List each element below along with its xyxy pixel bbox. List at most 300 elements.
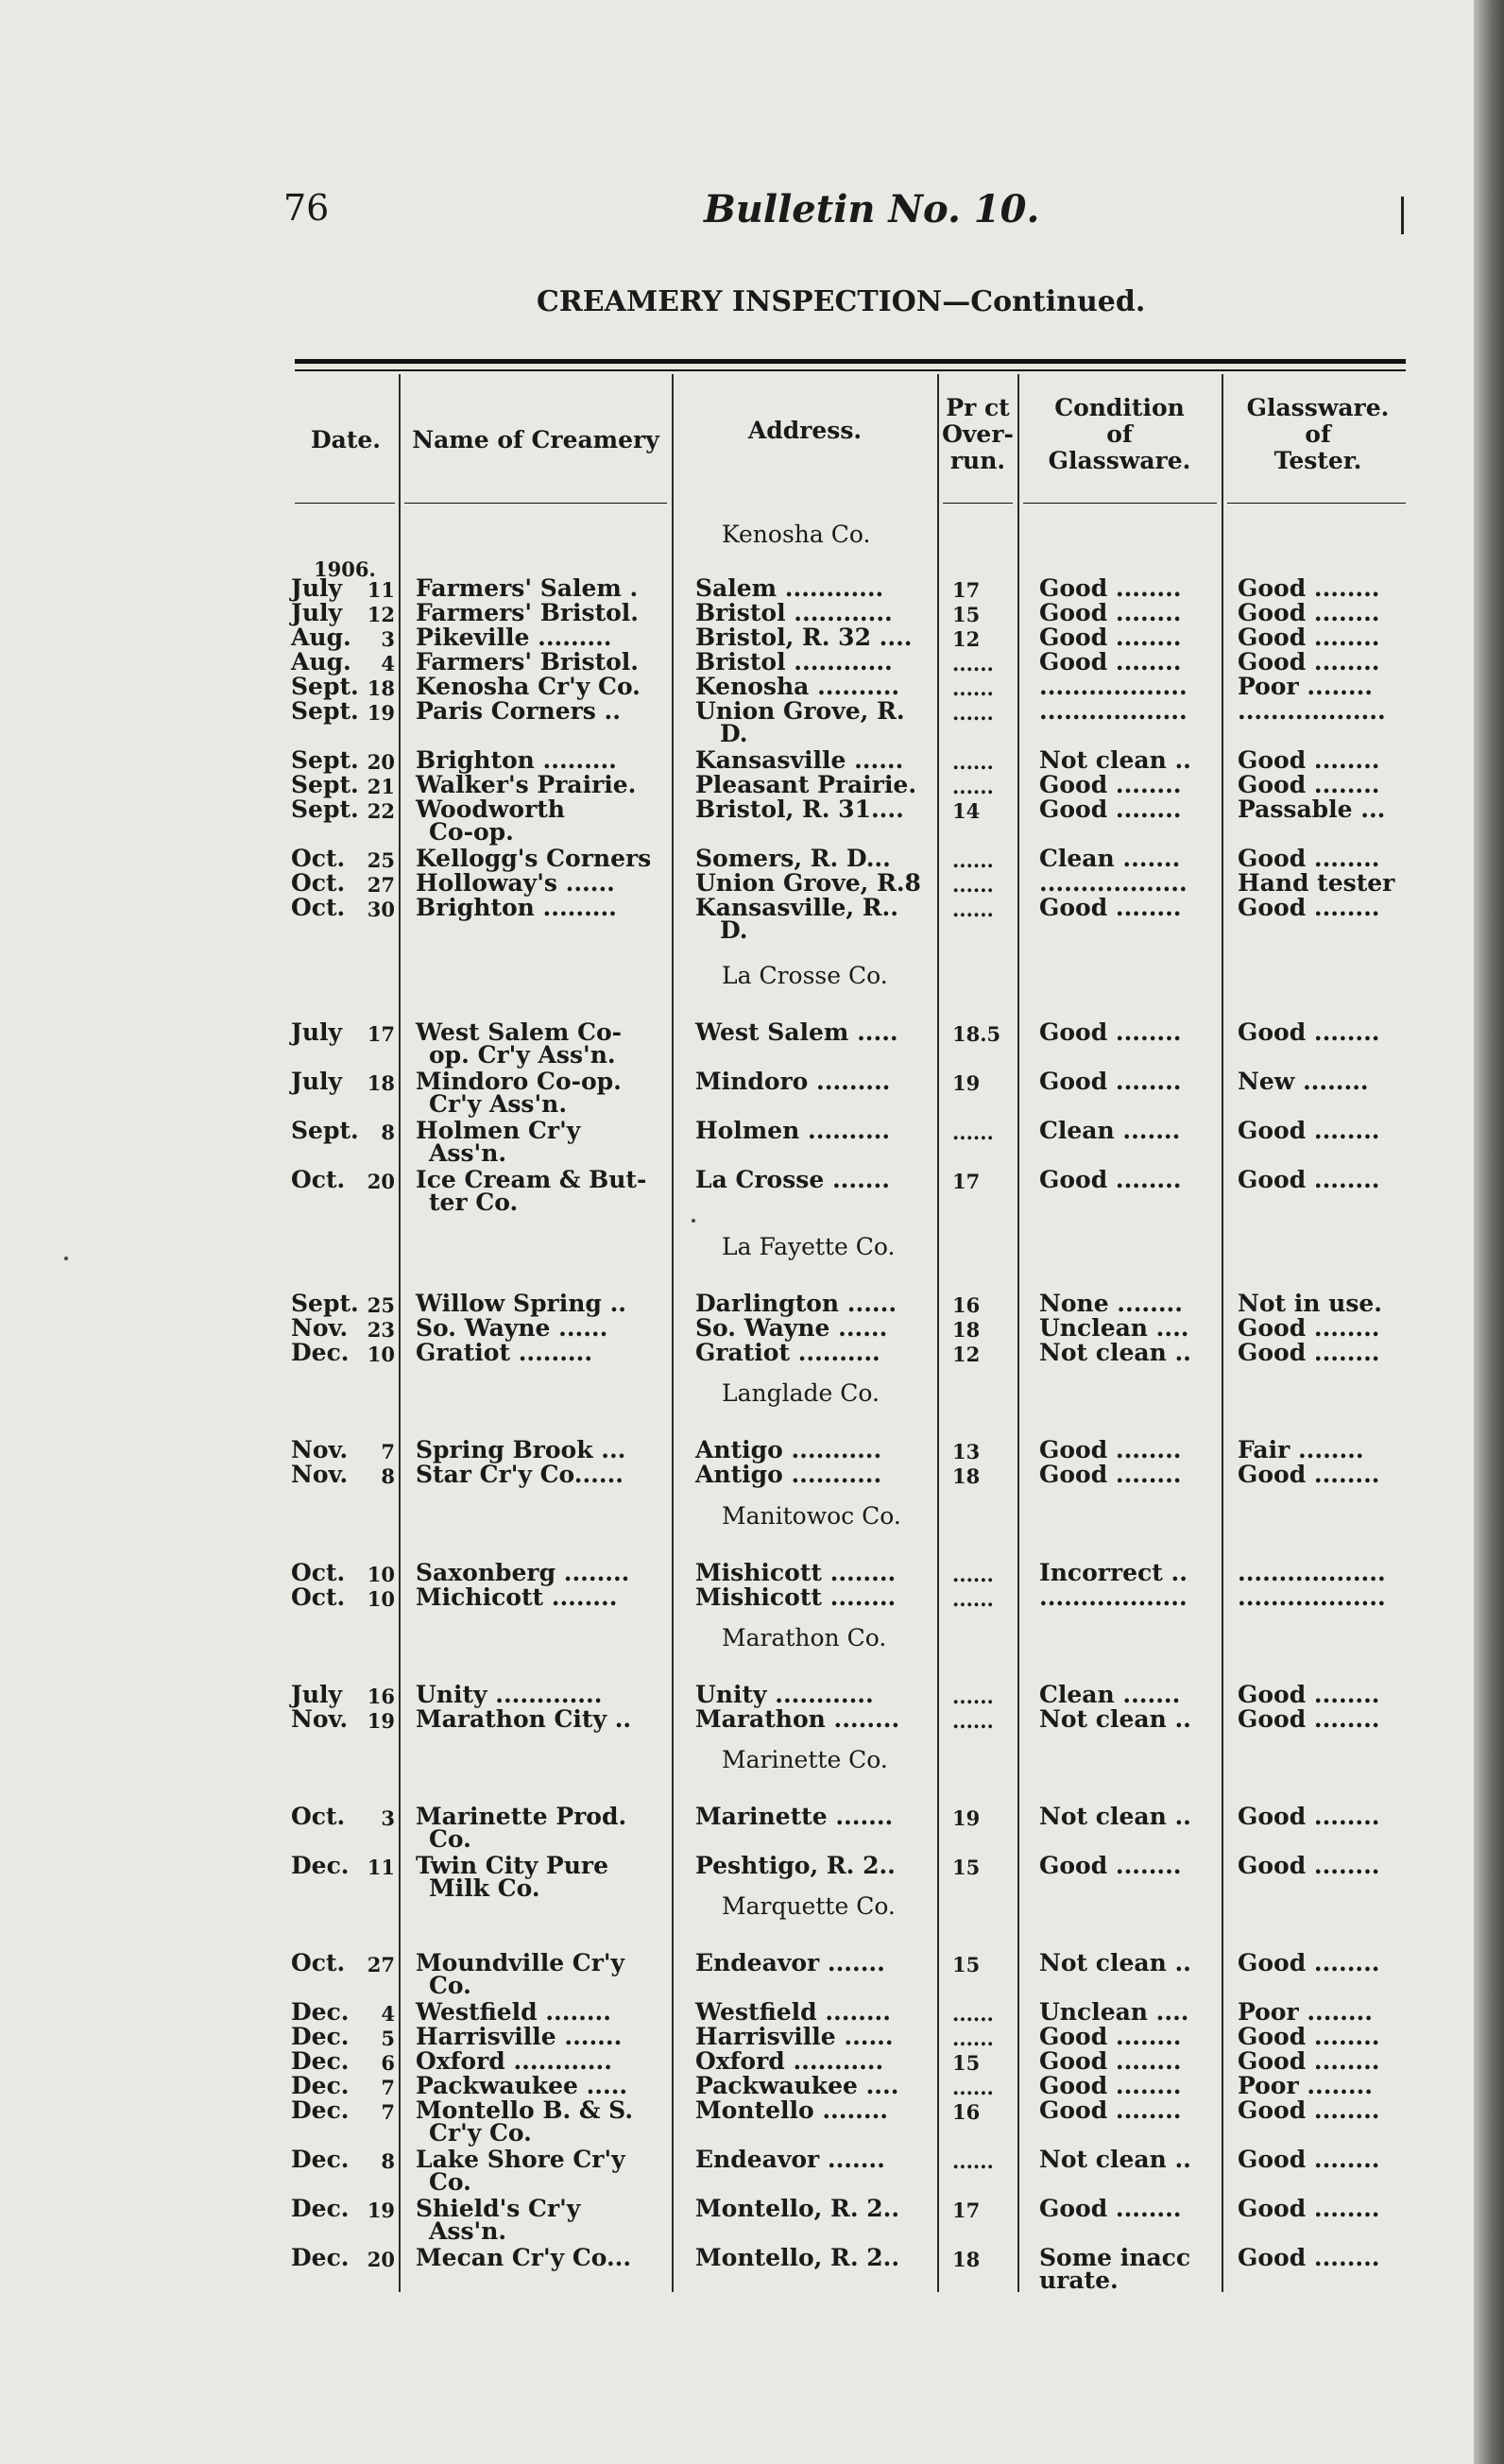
overrun-value: ...... (952, 676, 994, 700)
overrun-value: ...... (952, 873, 994, 897)
date-month: Dec. (291, 2096, 350, 2124)
county-heading: Marinette Co. (722, 1746, 888, 1773)
glassware-condition: Good ........ (1039, 1018, 1182, 1046)
address: Kenosha .......... (695, 673, 900, 700)
address: West Salem ..... (695, 1018, 898, 1046)
address: Salem ............ (695, 574, 884, 602)
creamery-name: Packwaukee ..... (416, 2072, 628, 2099)
creamery-name: Harrisville ....... (416, 2023, 623, 2050)
tester-condition: Good ........ (1238, 1949, 1380, 1976)
tester-condition: Good ........ (1238, 1705, 1380, 1733)
date-day: 17 (367, 1022, 395, 1046)
overrun-value: 15 (952, 1856, 981, 1879)
tester-condition: Poor ........ (1238, 673, 1373, 700)
county-heading: Kenosha Co. (722, 521, 871, 548)
header-address: Address. (747, 417, 863, 444)
date-month: Aug. (291, 624, 351, 651)
glassware-condition: Good ........ (1039, 2072, 1182, 2099)
tester-condition: Good ........ (1238, 1166, 1380, 1193)
overrun-value: ...... (952, 898, 994, 921)
tester-condition: Good ........ (1238, 1681, 1380, 1708)
creamery-name: Co. (429, 1825, 471, 1853)
date-day: 27 (367, 1953, 395, 1976)
overrun-value: ...... (952, 775, 994, 798)
date-day: 25 (367, 848, 395, 872)
address: Holmen .......... (695, 1117, 891, 1144)
creamery-name: Shield's Cr'y (416, 2195, 581, 2222)
creamery-name: Twin City Pure (416, 1852, 608, 1879)
top-rule-thick (295, 359, 1406, 364)
date-day: 3 (381, 627, 395, 651)
overrun-value: 14 (952, 799, 981, 823)
page-number: 76 (283, 187, 330, 229)
header-overrun (939, 395, 1017, 474)
address: Pleasant Prairie. (695, 771, 917, 798)
date-month: Nov. (291, 1705, 349, 1733)
date-day: 7 (381, 2100, 395, 2124)
overrun-value: ...... (952, 701, 994, 725)
date-month: July (291, 574, 343, 602)
address: Bristol, R. 32 .... (695, 624, 913, 651)
creamery-name: Paris Corners .. (416, 697, 621, 725)
address: Peshtigo, R. 2.. (695, 1852, 896, 1879)
year-label: 1906. (314, 557, 376, 581)
tester-condition: Good ........ (1238, 2195, 1380, 2222)
tester-condition: Good ........ (1238, 2047, 1380, 2075)
glassware-condition: Not clean .. (1039, 1949, 1191, 1976)
overrun-value: 15 (952, 1953, 981, 1976)
creamery-name: Unity ............. (416, 1681, 603, 1708)
date-day: 25 (367, 1293, 395, 1317)
overrun-value: ...... (952, 652, 994, 676)
glassware-condition: Not clean .. (1039, 2146, 1191, 2173)
tester-condition: Passable ... (1238, 796, 1386, 823)
date-month: Dec. (291, 2047, 350, 2075)
creamery-name: Co. (429, 2168, 471, 2196)
tester-condition: Good ........ (1238, 1339, 1380, 1366)
creamery-name: Oxford ............ (416, 2047, 612, 2075)
date-day: 22 (367, 799, 395, 823)
date-month: July (291, 599, 343, 626)
stray-mark (692, 1219, 695, 1223)
overrun-value: ...... (952, 2002, 994, 2026)
date-day: 16 (367, 1685, 395, 1708)
header-underline-name (404, 503, 667, 504)
header-overrun-line-3: run. (949, 447, 1006, 474)
glassware-condition: Good ........ (1039, 574, 1182, 602)
date-month: Dec. (291, 2072, 350, 2099)
header-name: Name of Creamery (412, 426, 659, 453)
date-day: 10 (367, 1563, 395, 1586)
date-day: 11 (367, 1856, 395, 1879)
date-month: Aug. (291, 648, 351, 676)
date-day: 11 (367, 578, 395, 602)
glassware-condition: Incorrect .. (1039, 1559, 1188, 1586)
date-day: 23 (367, 1318, 395, 1342)
creamery-name: Lake Shore Cr'y (416, 2146, 625, 2173)
overrun-value: ...... (952, 1685, 994, 1708)
tester-condition: Poor ........ (1238, 1998, 1373, 2026)
overrun-value: ...... (952, 1121, 994, 1144)
county-heading: Marquette Co. (722, 1892, 896, 1920)
glassware-condition: .................. (1039, 1583, 1188, 1611)
creamery-name: Moundville Cr'y (416, 1949, 625, 1976)
overrun-value: ...... (952, 2149, 994, 2173)
creamery-name: Marinette Prod. (416, 1803, 627, 1830)
tester-condition: Good ........ (1238, 746, 1380, 774)
address: Antigo ........... (695, 1436, 882, 1463)
date-month: Dec. (291, 2244, 350, 2271)
overrun-value: ...... (952, 2076, 994, 2099)
address: Harrisville ...... (695, 2023, 894, 2050)
date-month: Dec. (291, 1998, 350, 2026)
address: Antigo ........... (695, 1461, 882, 1488)
header-glassware-line-1: Condition (1054, 394, 1185, 421)
creamery-name: Spring Brook ... (416, 1436, 626, 1463)
date-month: Oct. (291, 1583, 346, 1611)
date-day: 30 (367, 898, 395, 921)
date-day: 8 (381, 1464, 395, 1488)
creamery-name: Co-op. (429, 818, 514, 846)
date-month: Sept. (291, 673, 359, 700)
date-day: 20 (367, 1170, 395, 1193)
header-glassware-line-3: Glassware. (1048, 447, 1191, 474)
overrun-value: 16 (952, 1293, 981, 1317)
date-day: 27 (367, 873, 395, 897)
date-month: Nov. (291, 1461, 349, 1488)
header-tester-line-2: of (1305, 420, 1331, 448)
header-underline-overrun (943, 503, 1013, 504)
county-heading: La Fayette Co. (722, 1233, 896, 1260)
address: Marathon ........ (695, 1705, 900, 1733)
date-month: July (291, 1681, 343, 1708)
glassware-condition: Clean ....... (1039, 845, 1181, 872)
date-month: Oct. (291, 1949, 346, 1976)
overrun-value: 18.5 (952, 1022, 1001, 1046)
creamery-name: Brighton ......... (416, 894, 617, 921)
glassware-condition: Some inacc (1039, 2244, 1191, 2271)
glassware-condition: Good ........ (1039, 771, 1182, 798)
glassware-condition: urate. (1039, 2267, 1119, 2294)
overrun-value: 17 (952, 1170, 981, 1193)
running-head: Bulletin No. 10. (704, 187, 1040, 231)
date-day: 18 (367, 676, 395, 700)
tester-condition: .................. (1238, 697, 1386, 725)
creamery-name: Westfield ........ (416, 1998, 611, 2026)
glassware-condition: Good ........ (1039, 894, 1182, 921)
creamery-name: op. Cr'y Ass'n. (429, 1041, 616, 1069)
address: Darlington ...... (695, 1290, 897, 1317)
address: Packwaukee .... (695, 2072, 899, 2099)
date-day: 20 (367, 750, 395, 774)
date-day: 4 (381, 2002, 395, 2026)
tester-condition: Hand tester (1238, 869, 1395, 897)
tester-condition: Not in use. (1238, 1290, 1383, 1317)
date-day: 5 (381, 2027, 395, 2050)
date-month: Sept. (291, 771, 359, 798)
address: Bristol ............ (695, 599, 893, 626)
tester-condition: Good ........ (1238, 1018, 1380, 1046)
creamery-name: ter Co. (429, 1189, 519, 1216)
creamery-name: Farmers' Bristol. (416, 648, 640, 676)
date-day: 3 (381, 1806, 395, 1830)
date-day: 21 (367, 775, 395, 798)
date-month: Oct. (291, 1803, 346, 1830)
tester-condition: Good ........ (1238, 845, 1380, 872)
creamery-name: Brighton ......... (416, 746, 617, 774)
overrun-value: ...... (952, 2027, 994, 2050)
stray-mark (64, 1257, 68, 1260)
date-month: Oct. (291, 894, 346, 921)
creamery-name: Saxonberg ........ (416, 1559, 630, 1586)
date-day: 4 (381, 652, 395, 676)
glassware-condition: Unclean .... (1039, 1314, 1189, 1342)
address: Union Grove, R.8 (695, 869, 921, 897)
overrun-value: 18 (952, 2248, 981, 2271)
county-heading: Marathon Co. (722, 1624, 887, 1651)
overrun-value: 12 (952, 627, 981, 651)
creamery-name: Ass'n. (429, 1139, 507, 1167)
table-title: CREAMERY INSPECTION—Continued. (537, 285, 1146, 318)
tester-condition: Good ........ (1238, 599, 1380, 626)
date-month: Sept. (291, 697, 359, 725)
address: Somers, R. D... (695, 845, 891, 872)
county-heading: Langlade Co. (722, 1379, 880, 1407)
creamery-name: Walker's Prairie. (416, 771, 637, 798)
date-day: 10 (367, 1343, 395, 1366)
date-day: 7 (381, 2076, 395, 2099)
date-month: Nov. (291, 1436, 349, 1463)
creamery-name: Mecan Cr'y Co... (416, 2244, 632, 2271)
glassware-condition: Good ........ (1039, 624, 1182, 651)
column-divider-5 (1222, 374, 1223, 2292)
glassware-condition: Good ........ (1039, 1068, 1182, 1095)
creamery-name: So. Wayne ...... (416, 1314, 608, 1342)
date-day: 8 (381, 1121, 395, 1144)
glassware-condition: None ........ (1039, 1290, 1183, 1317)
creamery-name: Farmers' Salem . (416, 574, 639, 602)
header-underline-glassware (1023, 503, 1217, 504)
glassware-condition: .................. (1039, 697, 1188, 725)
date-month: Sept. (291, 796, 359, 823)
creamery-name: Cr'y Co. (429, 2119, 532, 2147)
address: Montello, R. 2.. (695, 2244, 900, 2271)
tester-condition: Good ........ (1238, 2023, 1380, 2050)
column-divider-3 (937, 374, 939, 2292)
tester-condition: Good ........ (1238, 771, 1380, 798)
glassware-condition: Unclean .... (1039, 1998, 1189, 2026)
tester-condition: Good ........ (1238, 574, 1380, 602)
glassware-condition: Good ........ (1039, 2023, 1182, 2050)
date-month: Sept. (291, 1117, 359, 1144)
date-month: Dec. (291, 1852, 350, 1879)
overrun-value: ...... (952, 750, 994, 774)
glassware-condition: Clean ....... (1039, 1681, 1181, 1708)
glassware-condition: Good ........ (1039, 1852, 1182, 1879)
overrun-value: 18 (952, 1464, 981, 1488)
date-day: 7 (381, 1440, 395, 1463)
address: So. Wayne ...... (695, 1314, 888, 1342)
column-divider-1 (399, 374, 401, 2292)
date-day: 10 (367, 1587, 395, 1611)
address: La Crosse ....... (695, 1166, 890, 1193)
creamery-name: Holloway's ...... (416, 869, 615, 897)
tester-condition: Good ........ (1238, 2146, 1380, 2173)
address: Kansasville ...... (695, 746, 904, 774)
glassware-condition: Good ........ (1039, 2047, 1182, 2075)
tester-condition: Good ........ (1238, 648, 1380, 676)
tester-condition: Good ........ (1238, 894, 1380, 921)
creamery-name: Milk Co. (429, 1874, 540, 1902)
creamery-name: Farmers' Bristol. (416, 599, 640, 626)
address: Montello, R. 2.. (695, 2195, 900, 2222)
address: Mindoro ......... (695, 1068, 891, 1095)
address: Westfield ........ (695, 1998, 891, 2026)
address: Kansasville, R.. (695, 894, 898, 921)
creamery-name: Pikeville ......... (416, 624, 612, 651)
column-divider-4 (1017, 374, 1019, 2292)
tester-condition: Good ........ (1238, 1314, 1380, 1342)
date-month: Dec. (291, 2146, 350, 2173)
creamery-name: Willow Spring .. (416, 1290, 626, 1317)
tester-condition: .................. (1238, 1559, 1386, 1586)
date-month: Dec. (291, 1339, 350, 1366)
address: Union Grove, R. (695, 697, 905, 725)
overrun-value: 17 (952, 578, 981, 602)
overrun-value: 15 (952, 603, 981, 626)
overrun-value: 17 (952, 2199, 981, 2222)
tester-condition: Good ........ (1238, 2096, 1380, 2124)
glassware-condition: Not clean .. (1039, 1803, 1191, 1830)
creamery-name: Marathon City .. (416, 1705, 632, 1733)
date-month: Oct. (291, 1559, 346, 1586)
creamery-name: Woodworth (416, 796, 565, 823)
glassware-condition: Good ........ (1039, 796, 1182, 823)
creamery-name: Cr'y Ass'n. (429, 1090, 568, 1118)
glassware-condition: Not clean .. (1039, 1705, 1191, 1733)
creamery-name: Kenosha Cr'y Co. (416, 673, 641, 700)
date-month: Oct. (291, 1166, 346, 1193)
tester-condition: Good ........ (1238, 1852, 1380, 1879)
overrun-value: 18 (952, 1318, 981, 1342)
creamery-name: Michicott ........ (416, 1583, 618, 1611)
creamery-name: West Salem Co- (416, 1018, 623, 1046)
glassware-condition: Clean ....... (1039, 1117, 1181, 1144)
date-month: Nov. (291, 1314, 349, 1342)
header-overrun-line-1: Pr ct (946, 394, 1010, 421)
date-day: 8 (381, 2149, 395, 2173)
date-month: Oct. (291, 869, 346, 897)
glassware-condition: Good ........ (1039, 1166, 1182, 1193)
header-glassware (1019, 395, 1220, 474)
date-day: 19 (367, 701, 395, 725)
creamery-name: Kellogg's Corners (416, 845, 652, 872)
tester-condition: New ........ (1238, 1068, 1369, 1095)
overrun-value: 12 (952, 1343, 981, 1366)
creamery-name: Co. (429, 1972, 471, 1999)
glassware-condition: Not clean .. (1039, 746, 1191, 774)
overrun-value: ...... (952, 848, 994, 872)
tester-condition: Good ........ (1238, 1461, 1380, 1488)
creamery-name: Ice Cream & But- (416, 1166, 647, 1193)
header-date: Date. (310, 426, 382, 453)
overrun-value: ...... (952, 1709, 994, 1733)
margin-mark (1401, 197, 1404, 234)
header-tester-line-3: Tester. (1273, 447, 1362, 474)
top-rule-thin (295, 369, 1406, 371)
tester-condition: Poor ........ (1238, 2072, 1373, 2099)
glassware-condition: Good ........ (1039, 648, 1182, 676)
creamery-name: Mindoro Co-op. (416, 1068, 622, 1095)
tester-condition: Good ........ (1238, 624, 1380, 651)
overrun-value: ...... (952, 1587, 994, 1611)
address: Gratiot .......... (695, 1339, 880, 1366)
tester-condition: Fair ........ (1238, 1436, 1364, 1463)
date-day: 18 (367, 1071, 395, 1095)
tester-condition: Good ........ (1238, 1803, 1380, 1830)
address: Endeavor ....... (695, 2146, 885, 2173)
creamery-name: Holmen Cr'y (416, 1117, 581, 1144)
tester-condition: Good ........ (1238, 1117, 1380, 1144)
address: D. (720, 916, 748, 944)
header-tester-line-1: Glassware. (1246, 394, 1390, 421)
date-month: July (291, 1068, 343, 1095)
overrun-value: 16 (952, 2100, 981, 2124)
address: D. (720, 720, 748, 747)
glassware-condition: Good ........ (1039, 1461, 1182, 1488)
glassware-condition: .................. (1039, 673, 1188, 700)
tester-condition: Good ........ (1238, 2244, 1380, 2271)
header-underline-date (295, 503, 395, 504)
overrun-value: 13 (952, 1440, 981, 1463)
address: Unity ............ (695, 1681, 874, 1708)
creamery-name: Star Cr'y Co...... (416, 1461, 624, 1488)
date-month: Sept. (291, 746, 359, 774)
date-month: Dec. (291, 2195, 350, 2222)
address: Marinette ....... (695, 1803, 894, 1830)
overrun-value: ...... (952, 1563, 994, 1586)
county-heading: Manitowoc Co. (722, 1502, 901, 1530)
address: Mishicott ........ (695, 1559, 897, 1586)
date-month: Sept. (291, 1290, 359, 1317)
address: Montello ........ (695, 2096, 888, 2124)
header-tester (1223, 395, 1412, 474)
overrun-value: 19 (952, 1806, 981, 1830)
address: Mishicott ........ (695, 1583, 897, 1611)
date-day: 6 (381, 2051, 395, 2075)
book-edge (1474, 0, 1504, 2464)
glassware-condition: Good ........ (1039, 599, 1182, 626)
date-month: Oct. (291, 845, 346, 872)
date-day: 19 (367, 1709, 395, 1733)
address: Oxford ........... (695, 2047, 884, 2075)
creamery-name: Montello B. & S. (416, 2096, 634, 2124)
glassware-condition: Not clean .. (1039, 1339, 1191, 1366)
date-month: July (291, 1018, 343, 1046)
header-glassware-line-2: of (1106, 420, 1133, 448)
glassware-condition: Good ........ (1039, 2195, 1182, 2222)
overrun-value: 19 (952, 1071, 981, 1095)
header-overrun-line-2: Over- (942, 420, 1014, 448)
column-divider-2 (672, 374, 674, 2292)
address: Bristol, R. 31.... (695, 796, 904, 823)
date-day: 12 (367, 603, 395, 626)
header-underline-tester (1227, 503, 1406, 504)
glassware-condition: .................. (1039, 869, 1188, 897)
date-day: 19 (367, 2199, 395, 2222)
glassware-condition: Good ........ (1039, 2096, 1182, 2124)
creamery-name: Gratiot ......... (416, 1339, 593, 1366)
